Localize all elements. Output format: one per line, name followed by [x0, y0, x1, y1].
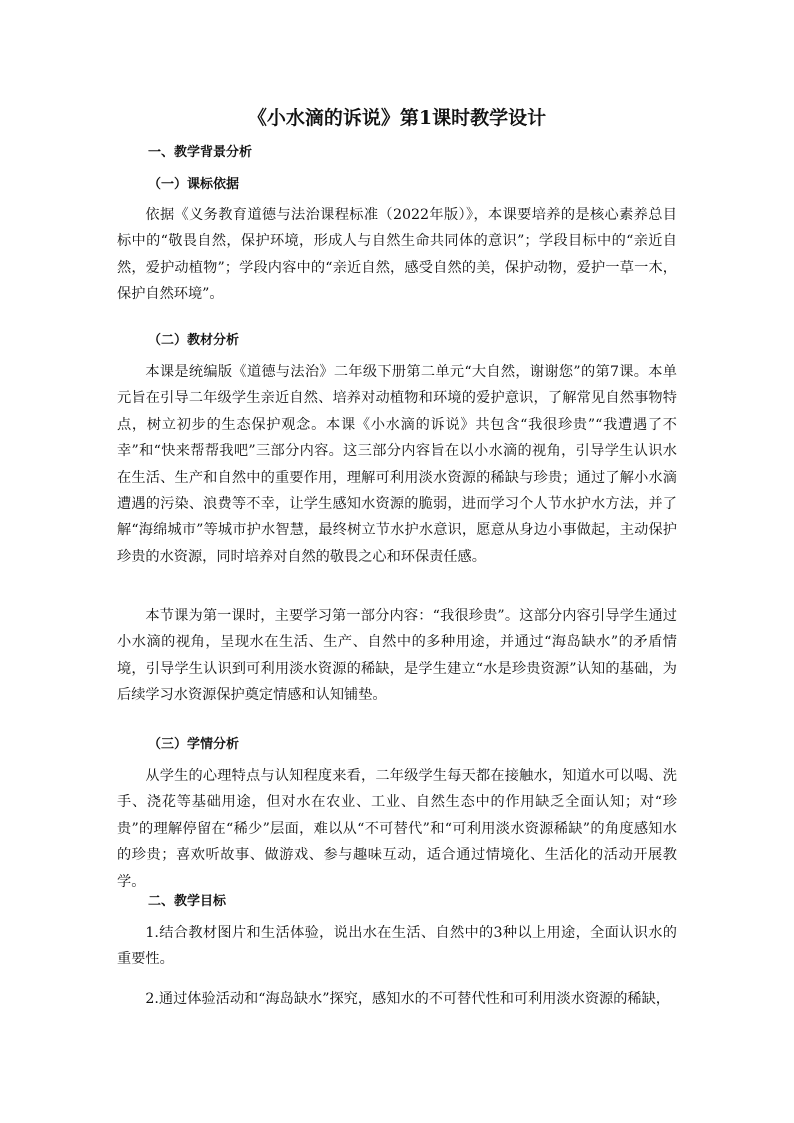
- subsection-heading-curriculum-basis: （一）课标依据: [148, 177, 240, 192]
- document-title: 《小水滴的诉说》第1课时教学设计: [247, 107, 547, 129]
- paragraph-textbook-analysis-1: 本课是统编版《道德与法治》二年级下册第二单元“大自然，谢谢您”的第7课。本单元旨在引导二年级学生亲近自然、培养对动植物和环境的爱护意识，了解常见自然事物特点，树立初步的生态保护观念。本课《小水滴的诉说》共包含“我很珍贵”“我遭遇了不幸”和“快来帮帮我吧”三部分内容。这三部分内容旨在以小水滴的视角，引导学生认识水在生活、生产和自然中的重要作用，理解可利用淡水资源的稀缺与珍贵；通过了解小水滴遭遇的污染、浪费等不幸，让学生感知水资源的脆弱，进而学习个人节水护水方法，并了解“海绵城市”等城市护水智慧，最终树立节水护水意识，愿意从身边小事做起，主动保护珍贵的水资源，同时培养对自然的敬畏之心和环保责任感。: [117, 364, 677, 565]
- subsection-heading-learner-analysis: （三）学情分析: [148, 737, 240, 752]
- section-heading-background: 一、教学背景分析: [148, 145, 253, 160]
- paragraph-curriculum-basis: 依据《义务教育道德与法治课程标准（2022年版）》，本课要培养的是核心素养总目标中的“敬畏自然，保护环境，形成人与自然生命共同体的意识”；学段目标中的“亲近自然，爱护动植物”；学段内容中的“亲近自然，感受自然的美，保护动物，爱护一草一木，保护自然环境”。: [117, 207, 677, 303]
- section-heading-teaching-goals: 二、教学目标: [148, 894, 227, 909]
- paragraph-goal-1: 1.结合教材图片和生活体验，说出水在生活、自然中的3种以上用途，全面认识水的重要性。: [117, 925, 677, 968]
- paragraph-learner-analysis: 从学生的心理特点与认知程度来看，二年级学生每天都在接触水，知道水可以喝、洗手、浇花等基础用途，但对水在农业、工业、自然生态中的作用缺乏全面认知；对“珍贵”的理解停留在“稀少”层面，难以从“不可替代”和“可利用淡水资源稀缺”的角度感知水的珍贵；喜欢听故事、做游戏、参与趣味互动，适合通过情境化、生活化的活动开展教学。: [117, 768, 677, 890]
- paragraph-textbook-analysis-2: 本节课为第一课时，主要学习第一部分内容：“我很珍贵”。这部分内容引导学生通过小水滴的视角，呈现水在生活、生产、自然中的多种用途，并通过“海岛缺水”的矛盾情境，引导学生认识到可利用淡水资源的稀缺，是学生建立“水是珍贵资源”认知的基础，为后续学习水资源保护奠定情感和认知铺垫。: [117, 608, 677, 704]
- paragraph-goal-2: 2.通过体验活动和“海岛缺水”探究，感知水的不可替代性和可利用淡水资源的稀缺，: [145, 991, 670, 1007]
- subsection-heading-textbook-analysis: （二）教材分析: [148, 333, 240, 348]
